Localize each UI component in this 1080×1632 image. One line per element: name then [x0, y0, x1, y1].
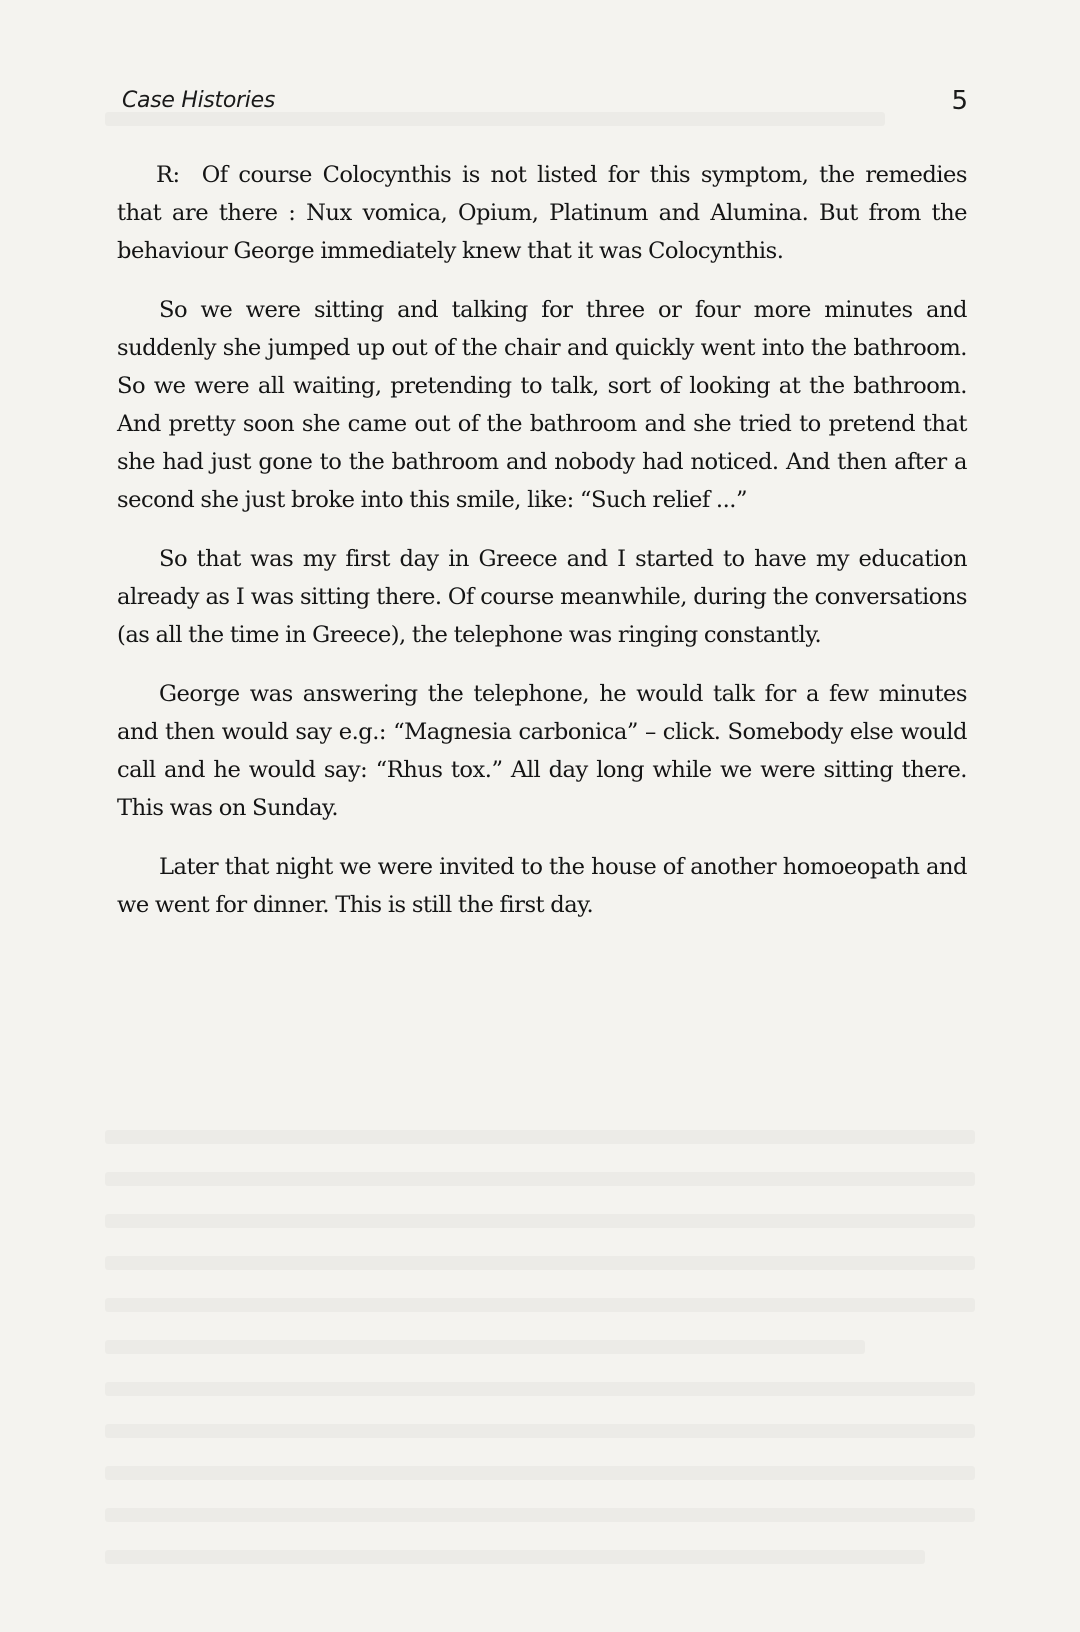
bleed-through-line [105, 1130, 975, 1144]
bleed-through-line [105, 1340, 865, 1354]
bleed-through-line [105, 1466, 975, 1480]
bleed-through-line [105, 1256, 975, 1270]
bleed-through-line [105, 1172, 975, 1186]
bleed-through-line [105, 1550, 925, 1564]
bleed-through-line [105, 1508, 975, 1522]
body-text [117, 156, 967, 945]
paragraph: R: Of course Colocynthis is not listed for this symptom, the remedies that are there : Nux vomica, Opium, Platinum and Alumina. But from the behaviour George immediately knew that it was Colocynthis. [117, 162, 967, 264]
paragraph: Later that night we were invited to the house of another homoeopath and we went for dinner. This is still the first day. [117, 854, 967, 918]
bleed-through-line [105, 1214, 975, 1228]
paragraph: George was answering the telephone, he would talk for a few minutes and then would say e.g.: “Magnesia carbonica” – click. Somebody else would call and he would say: “Rhus tox.” All day long while we were sitting there. This was on Sunday. [117, 681, 967, 821]
bleed-through-line [105, 112, 885, 126]
paragraph: So we were sitting and talking for three or four more minutes and suddenly she jumped up out of the chair and quickly went into the bathroom. So we were all waiting, pretending to talk, sort of looking at the bathroom. And pretty soon she came out of the bathroom and she tried to pretend that she had just gone to the bathroom and nobody had noticed. And then after a second she just broke into this smile, like: “Such relief ...” [117, 297, 967, 513]
bleed-through-line [105, 1298, 975, 1312]
bleed-through-line [105, 1382, 975, 1396]
paragraph: So that was my first day in Greece and I started to have my education already as I was sitting there. Of course meanwhile, during the conversations (as all the time in Greece), the telephone was ringing constantly. [117, 546, 967, 648]
running-head: Case Histories [122, 88, 275, 113]
page-number: 5 [951, 86, 968, 116]
bleed-through-line [105, 1424, 975, 1438]
